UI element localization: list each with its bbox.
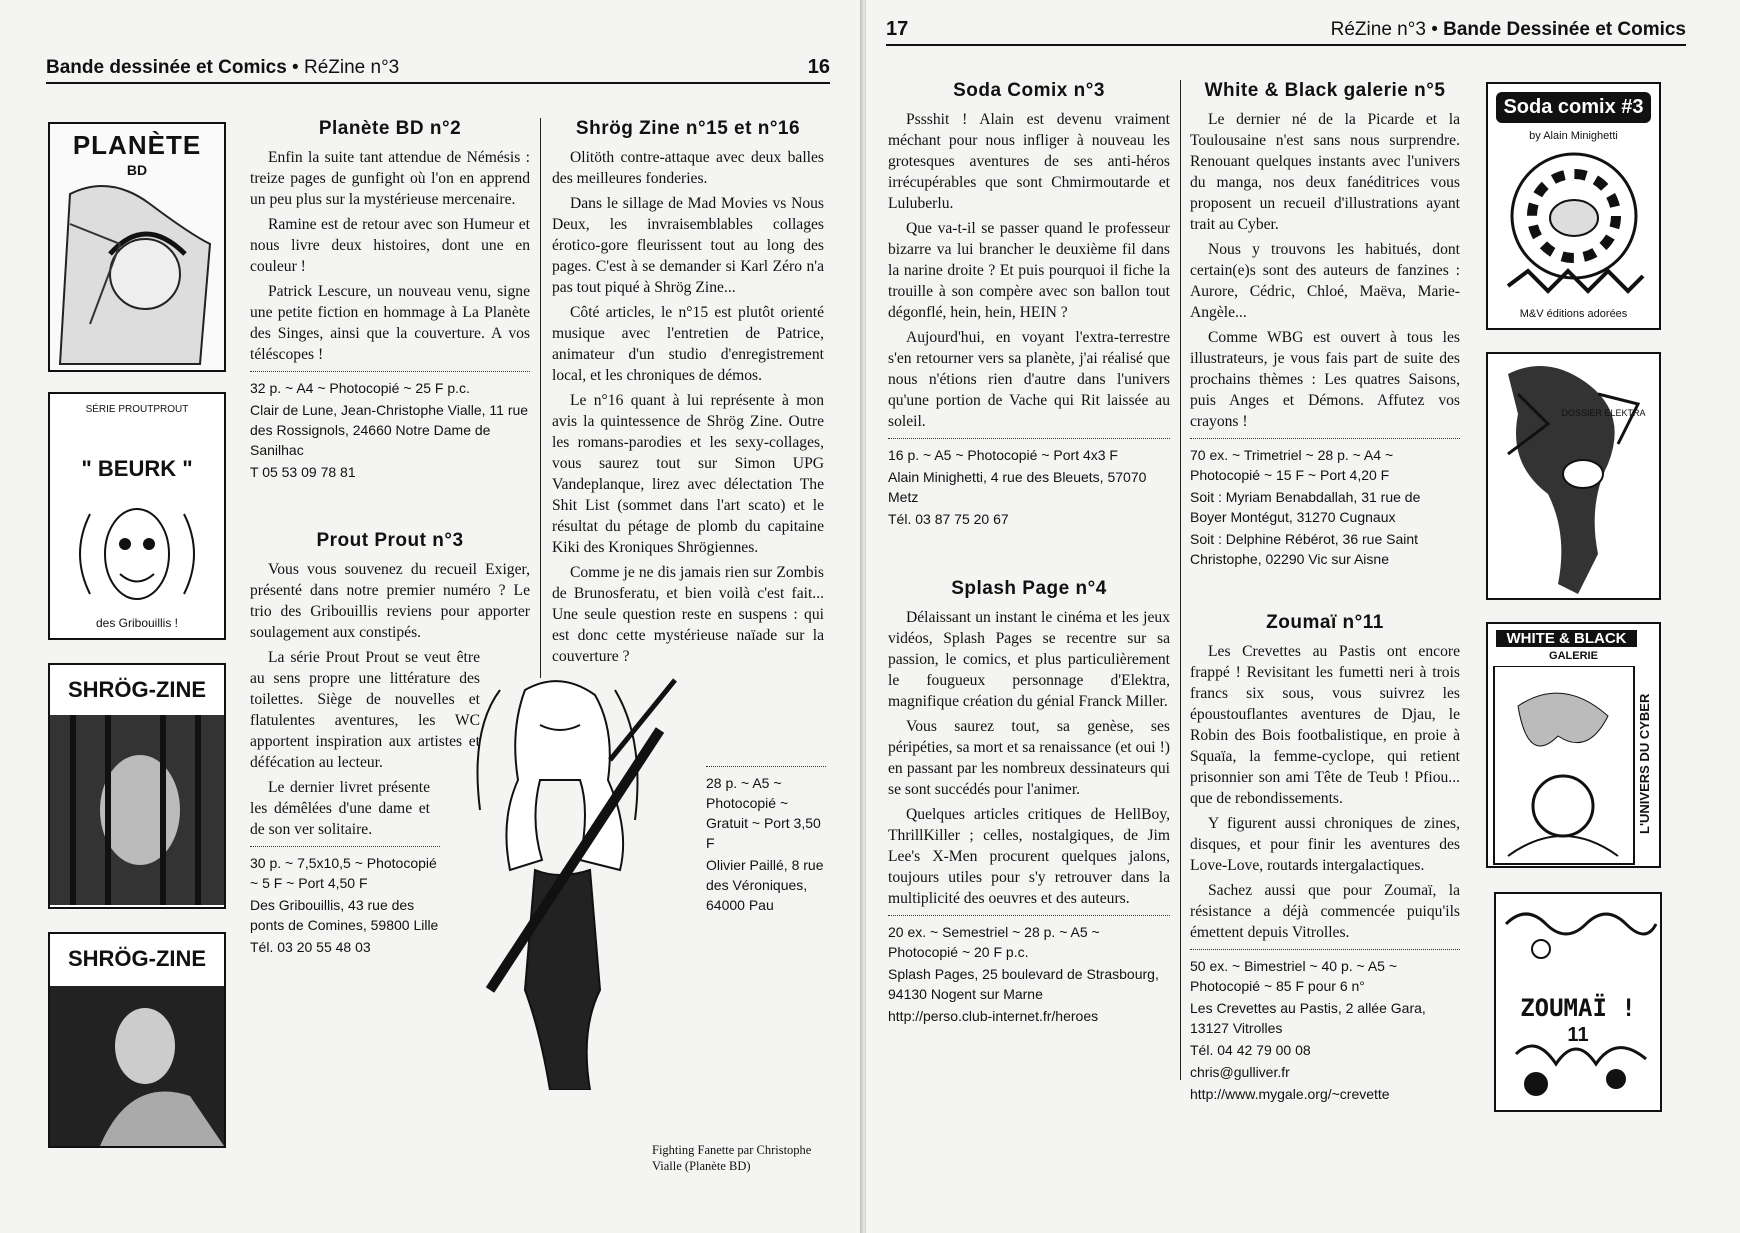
- article-info: [1190, 438, 1460, 569]
- left-page: [0, 0, 862, 1233]
- cover-subtitle: by Alain Minighetti: [1529, 130, 1618, 142]
- article-paragraph: Aujourd'hui, en voyant l'extra-terrestre s'en retourner vers sa planète, j'ai réalisé que nous n'étions rien d'autre dans l'univers qu'une portion de Vache qui Rit laissée au soleil.: [888, 329, 1170, 430]
- info-url[interactable]: http://www.mygale.org/~crevette: [1190, 1086, 1390, 1102]
- page-number: 16: [807, 56, 830, 78]
- article-title: Splash Page n°4: [951, 578, 1107, 599]
- article-title: White & Black galerie n°5: [1204, 80, 1446, 101]
- cover-subtitle: SÉRIE PROUTPROUT: [85, 404, 189, 415]
- header-text: RéZine n°3 • Bande Dessinée et Comics: [1330, 19, 1686, 40]
- cover-subtitle: GALERIE: [1549, 650, 1598, 662]
- cover-title: SHRÖG-ZINE: [67, 946, 207, 971]
- article-paragraph: Le dernier livret présente les démêlées d'une dame et de son ver solitaire.: [250, 779, 430, 838]
- info-address: Soit : Delphine Rébérot, 36 rue Saint Christophe, 02290 Vic sur Aisne: [1190, 531, 1419, 567]
- shrog-zine-cover-15: [48, 663, 226, 909]
- planete-bd-article: [250, 118, 530, 484]
- soda-comix-cover-art: [1488, 146, 1659, 306]
- info-line: 16 p. ~ A5 ~ Photocopié ~ Port 4x3 F: [888, 447, 1118, 463]
- article-title: Prout Prout n°3: [316, 530, 464, 551]
- beurk-cover-art: [50, 494, 224, 614]
- cover-footer: L'UNIVERS DU CYBER: [1637, 693, 1652, 835]
- article-paragraph: Pssshit ! Alain est devenu vraiment méchant pour nous infliger à nouveau les grotesques aventures de ses anti-héros irrécupérables que sont Chmirmoutarde et Luluberlu.: [888, 111, 1170, 212]
- info-line: 70 ex. ~ Trimetriel ~ 28 p. ~ A4 ~ Photocopié ~ 15 F ~ Port 4,20 F: [1190, 447, 1394, 483]
- article-title: Soda Comix n°3: [953, 80, 1105, 101]
- article-paragraph: Dans le sillage de Mad Movies vs Nous Deux, les invraisemblables collages érotico-gore fleurissent tout au long des pages. C'est à se demander si Karl Zéro n'a pas tout piqué à Shrög Zine...: [552, 195, 824, 296]
- right-running-header: [886, 16, 1686, 46]
- cover-title: DOSSIER ELEKTRA: [1561, 408, 1646, 418]
- article-paragraph: Côté articles, le n°15 est plutôt orienté musique avec l'entretien de Patrice, animateur d'un studio d'enregistrement local, et les chroniques de démos.: [552, 304, 824, 384]
- article-info: [888, 915, 1170, 1026]
- article-paragraph: Enfin la suite tant attendue de Némésis : treize pages de gunfight où l'on en apprend un peu plus sur la mystérieuse mercenaire.: [250, 149, 530, 208]
- article-paragraph: Patrick Lescure, un nouveau venu, signe une petite fiction en hommage à La Planète des Singes, ainsi que la couverture. A vos téléscopes !: [250, 283, 530, 363]
- info-phone: Tél. 03 20 55 48 03: [250, 939, 371, 955]
- info-phone: Tél. 04 42 79 00 08: [1190, 1042, 1311, 1058]
- shrog-zine-cover-art: [50, 715, 224, 905]
- article-paragraph: Le n°16 quant à lui représente à mon avis la quintessence de Shrög Zine. Outre les romans-parodies et les sexy-collages, vous saurez tout sur Simon UPG Vandeplanque, lirez avec délectation The Shit List (sommet dans l'art scato) et le résultat du pétage de plomb du capitaine Kiki des Kroniques Shrögiennes.: [552, 392, 824, 556]
- soda-comix-article: [888, 80, 1170, 531]
- article-paragraph: Délaissant un instant le cinéma et les jeux vidéos, Splash Pages se recentre sur sa passion, le comics, et plus particulièrement le fougueux personnage d'Elektra, magnifique création du génial Franck Miller.: [888, 609, 1170, 710]
- illustration-caption: Fighting Fanette par Christophe Vialle (Planète BD): [652, 1143, 812, 1173]
- left-running-header: [46, 54, 830, 84]
- info-phone: Tél. 03 87 75 20 67: [888, 511, 1009, 527]
- article-paragraph: Comme je ne dis jamais rien sur Zombis de Brunosferatu, et bien voilà c'est fait... Une seule question reste en suspens : qui est donc cette mystérieuse naïade sur la couverture ?: [552, 564, 824, 665]
- info-address: Olivier Paillé, 8 rue des Véroniques, 64000 Pau: [706, 857, 824, 913]
- article-paragraph: Comme WBG est ouvert à tous les illustrateurs, je vous fais part de suite des prochains thèmes : Les quatres Saisons, puis Anges et Démons. Affutez vos crayons !: [1190, 329, 1460, 430]
- info-line: 28 p. ~ A5 ~ Photocopié ~ Gratuit ~ Port 3,50 F: [706, 775, 821, 851]
- article-paragraph: Le dernier né de la Picarde et la Toulousaine n'est sans nous surprendre. Renouant quelques instants avec l'univers du manga, nos deux fanéditrices vous proposent un recueil d'illustrations ayant trait au Cyber.: [1190, 111, 1460, 233]
- info-address: Soit : Myriam Benabdallah, 31 rue de Boyer Montégut, 31270 Cugnaux: [1190, 489, 1421, 525]
- info-address: Alain Minighetti, 4 rue des Bleuets, 57070 Metz: [888, 469, 1147, 505]
- cover-title: SHRÖG-ZINE: [67, 677, 207, 702]
- info-phone: T 05 53 09 78 81: [250, 464, 356, 480]
- info-email[interactable]: chris@gulliver.fr: [1190, 1064, 1290, 1080]
- shrog-zine-info: [706, 766, 826, 917]
- cover-subtitle: 11: [1567, 1024, 1589, 1046]
- shrog-zine-cover-16: [48, 932, 226, 1148]
- info-line: 50 ex. ~ Bimestriel ~ 40 p. ~ A5 ~ Photocopié ~ 85 F pour 6 n°: [1190, 958, 1398, 994]
- cover-title: ZOUMAÏ !: [1520, 994, 1636, 1022]
- article-paragraph: Olitöth contre-attaque avec deux balles des meilleures fonderies.: [552, 149, 824, 187]
- soda-comix-cover: [1486, 82, 1661, 330]
- article-title: Shrög Zine n°15 et n°16: [575, 118, 801, 139]
- article-title: Zoumaï n°11: [1266, 612, 1384, 633]
- zoumai-cover: [1494, 892, 1662, 1112]
- info-address: Clair de Lune, Jean-Christophe Vialle, 11 rue des Rossignols, 24660 Notre Dame de Sanilhac: [250, 402, 529, 458]
- article-title: Planète BD n°2: [318, 118, 462, 139]
- shrog-zine-article: [552, 118, 824, 671]
- article-paragraph: Y figurent aussi chroniques de zines, disques, et pour finir les aventures des Love-Love, routards intergalactiques.: [1190, 815, 1460, 874]
- article-info: [250, 846, 440, 957]
- article-paragraph: Ramine est de retour avec son Humeur et nous livre deux histoires, dont une en couleur !: [250, 216, 530, 275]
- info-line: 20 ex. ~ Semestriel ~ 28 p. ~ A5 ~ Photocopié ~ 20 F p.c.: [888, 924, 1100, 960]
- splash-page-cover-art: [1488, 354, 1659, 598]
- cover-footer: M&V éditions adorées: [1519, 308, 1628, 320]
- article-info: [888, 438, 1170, 529]
- planete-bd-cover: [48, 122, 226, 372]
- article-info: [250, 371, 530, 482]
- column-divider: [540, 118, 541, 678]
- info-line: 30 p. ~ 7,5x10,5 ~ Photocopié ~ 5 F ~ Port 4,50 F: [250, 855, 437, 891]
- column-divider: [1180, 80, 1181, 1080]
- cover-footer: des Gribouillis !: [95, 616, 179, 630]
- splash-page-cover: [1486, 352, 1661, 600]
- article-paragraph: Que va-t-il se passer quand le professeur bizarre va lui brancher le deuxième fil dans la narine droite ? Et puis pourquoi il fiche la trouille à son compère avec son ballon tout dégonflé, hein, hein, HEIN ?: [888, 220, 1170, 321]
- info-address: Splash Pages, 25 boulevard de Strasbourg, 94130 Nogent sur Marne: [888, 966, 1159, 1002]
- cover-subtitle: BD: [126, 162, 148, 178]
- article-paragraph: Vous vous souvenez du recueil Exiger, présenté dans notre premier numéro ? Le trio des Gribouillis reviens pour apporter soulagement aux constipés.: [250, 561, 530, 641]
- white-black-cover: [1486, 622, 1661, 868]
- cover-title: WHITE & BLACK: [1496, 630, 1637, 647]
- cover-title: Soda comix #3: [1496, 92, 1651, 123]
- article-paragraph: La série Prout Prout se veut être au sens propre une littérature des toilettes. Siège de nouvelles et flatulentes aventures, les WC apportent inspiration aux artistes et défécation au lecteur.: [250, 649, 480, 771]
- article-paragraph: Quelques articles critiques de HellBoy, ThrillKiller ; celles, nostalgiques, de Jim Lee's X-Men procurent quelques jalons, toujours utiles pour s'y retrouver dans la multiplicité des oeuvres et des auteurs.: [888, 806, 1170, 907]
- article-paragraph: Nous y trouvons les habitués, dont certain(e)s sont des auteurs de fanzines : Aurore, Cédric, Chloé, Maëva, Marie-Angèle...: [1190, 241, 1460, 321]
- header-text: Bande dessinée et Comics • RéZine n°3: [46, 57, 400, 78]
- article-paragraph: Sachez aussi que pour Zoumaï, la résistance a déjà commencée puiqu'ils émettent depuis Vitrolles.: [1190, 882, 1460, 941]
- shrog-zine-cover-art: [50, 986, 224, 1146]
- info-address: Des Gribouillis, 43 rue des ponts de Comines, 59800 Lille: [250, 897, 439, 933]
- splash-page-article: [888, 578, 1170, 1028]
- white-black-cover-art: [1488, 666, 1638, 866]
- article-info: [1190, 949, 1460, 1104]
- white-black-article: [1190, 80, 1460, 571]
- article-paragraph: Les Crevettes au Pastis ont encore frappé ! Revisitant les fumetti neri à trois francs six sous, vous suivrez les époustouflantes aventures de Djau, le Robin des Bois footbalistique, en proie à Squaïa, la femme-cyclope, qui retient prisonnier son ami Tête de Teub ! Pfiou... que de rebondissements.: [1190, 643, 1460, 807]
- cover-title: " BEURK ": [81, 456, 193, 481]
- info-url[interactable]: http://perso.club-internet.fr/heroes: [888, 1008, 1099, 1024]
- fighting-fanette-illustration: [430, 670, 700, 1090]
- info-address: Les Crevettes au Pastis, 2 allée Gara, 13127 Vitrolles: [1190, 1000, 1426, 1036]
- zoumai-article: [1190, 612, 1460, 1106]
- info-line: 32 p. ~ A4 ~ Photocopié ~ 25 F p.c.: [250, 380, 470, 396]
- beurk-cover: [48, 392, 226, 640]
- page-number: 17: [886, 18, 909, 40]
- cover-title: PLANÈTE: [72, 130, 202, 160]
- article-paragraph: Vous saurez tout, sa genèse, ses péripéties, sa mort et sa renaissance (et oui !) en passant par les nombreux dessinateurs qui se sont succédés pour l'animer.: [888, 718, 1170, 798]
- right-page: [866, 0, 1740, 1233]
